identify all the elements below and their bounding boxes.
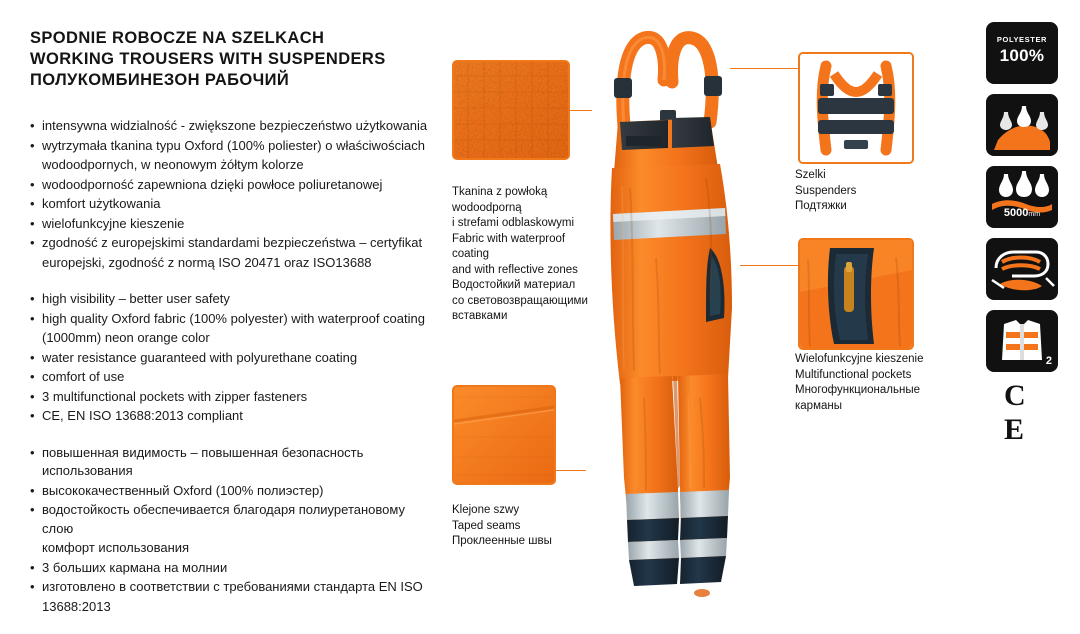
caption-line: Подтяжки bbox=[795, 200, 847, 212]
title-pl: SPODNIE ROBOCZE NA SZELKACH bbox=[30, 29, 325, 47]
product-description-column bbox=[30, 28, 430, 634]
fabric-swatch-image bbox=[452, 60, 570, 160]
ce-mark-label: C E bbox=[1004, 382, 1030, 444]
list-item: • intensywna widzialność - zwiększone bezpieczeństwo użytkowania bbox=[30, 117, 430, 136]
waterproof-rating-label: 5000mm bbox=[1003, 207, 1041, 219]
abrasion-glove-icon bbox=[986, 238, 1058, 300]
list-item: • wodoodporność zapewniona dzięki powłoce poliuretanowej bbox=[30, 176, 430, 195]
caption-pockets bbox=[795, 352, 930, 414]
list-item: europejski, zgodność z normą ISO 20471 oraz ISO13688 bbox=[42, 254, 372, 270]
caption-line: Проклеенные швы bbox=[452, 535, 552, 547]
polyester-icon-label: POLYESTER bbox=[996, 35, 1048, 44]
caption-line: карманы bbox=[795, 399, 842, 412]
hi-vis-class-icon bbox=[986, 310, 1058, 372]
caption-line: Multifunctional pockets bbox=[795, 368, 912, 381]
list-item: • повышенная видимость – повышенная безопасность использования bbox=[30, 444, 430, 481]
caption-line: Tkanina z powłoką wodoodporną bbox=[452, 186, 548, 214]
caption-line: Taped seams bbox=[452, 519, 521, 532]
list-item: (1000mm) neon orange color bbox=[42, 330, 210, 345]
list-item: • 3 multifunctional pockets with zipper fasteners bbox=[30, 388, 430, 407]
polyester-icon bbox=[986, 22, 1058, 84]
features-list-ru bbox=[30, 444, 430, 617]
list-item: • water resistance guaranteed with polyurethane coating bbox=[30, 349, 430, 368]
list-item: • high visibility – better user safety bbox=[30, 290, 430, 309]
caption-line: and with reflective zones bbox=[452, 263, 578, 276]
caption-line: i strefami odblaskowymi bbox=[452, 217, 575, 229]
caption-suspenders bbox=[795, 168, 925, 215]
certification-icon-column bbox=[986, 22, 1064, 454]
caption-line: Wielofunkcyjne kieszenie bbox=[795, 353, 924, 365]
waterdrop-icon bbox=[986, 94, 1058, 156]
list-item: • высококачественный Oxford (100% полиэстер) bbox=[30, 482, 430, 501]
caption-line: Водостойкий материал bbox=[452, 279, 576, 291]
list-item: • wielofunkcyjne kieszenie bbox=[30, 215, 430, 234]
list-item: комфорт использования bbox=[42, 540, 190, 555]
list-item: • CE, EN ISO 13688:2013 compliant bbox=[30, 407, 430, 426]
list-item: • comfort of use bbox=[30, 368, 430, 387]
list-item: • wytrzymała tkanina typu Oxford (100% poliester) o właściwościach bbox=[30, 137, 430, 156]
caption-line: вставками bbox=[452, 310, 508, 322]
waterproof-5000-icon bbox=[986, 166, 1058, 228]
title-en: WORKING TROUSERS WITH SUSPENDERS bbox=[30, 50, 386, 68]
features-list-pl bbox=[30, 117, 430, 272]
title-ru: ПОЛУКОМБИНЕЗОН РАБОЧИЙ bbox=[30, 71, 290, 89]
list-item: 13688:2013 bbox=[42, 598, 111, 614]
caption-line: Klejone szwy bbox=[452, 504, 520, 516]
ce-mark-icon bbox=[986, 382, 1058, 444]
suspenders-detail-image bbox=[798, 52, 914, 164]
list-item: wodoodpornych, w neonowym żółtym kolorze bbox=[42, 157, 304, 172]
pocket-detail-image bbox=[798, 238, 914, 350]
caption-line: Многофункциональные bbox=[795, 384, 920, 396]
list-item: • водостойкость обеспечивается благодаря полиуретановому слою bbox=[30, 501, 430, 538]
caption-line: Suspenders bbox=[795, 184, 857, 197]
caption-line: со световозвращающими bbox=[452, 294, 588, 307]
list-item: • komfort użytkowania bbox=[30, 195, 430, 214]
hi-vis-class-value: 2 bbox=[1045, 355, 1052, 367]
caption-line: Szelki bbox=[795, 169, 826, 181]
taped-seam-swatch-image bbox=[452, 385, 556, 485]
product-image-bib-trousers bbox=[560, 18, 810, 603]
list-item: • изготовлено в соответствии с требованиями стандарта EN ISO bbox=[30, 578, 430, 597]
polyester-icon-value: 100% bbox=[999, 46, 1045, 65]
list-item: • 3 больших кармана на молнии bbox=[30, 559, 430, 578]
caption-line: Fabric with waterproof coating bbox=[452, 232, 566, 260]
features-list-en bbox=[30, 290, 430, 426]
list-item: • high quality Oxford fabric (100% polyester) with waterproof coating bbox=[30, 310, 430, 329]
list-item: • zgodność z europejskimi standardami bezpieczeństwa – certyfikat bbox=[30, 234, 430, 253]
page-title bbox=[30, 28, 430, 91]
